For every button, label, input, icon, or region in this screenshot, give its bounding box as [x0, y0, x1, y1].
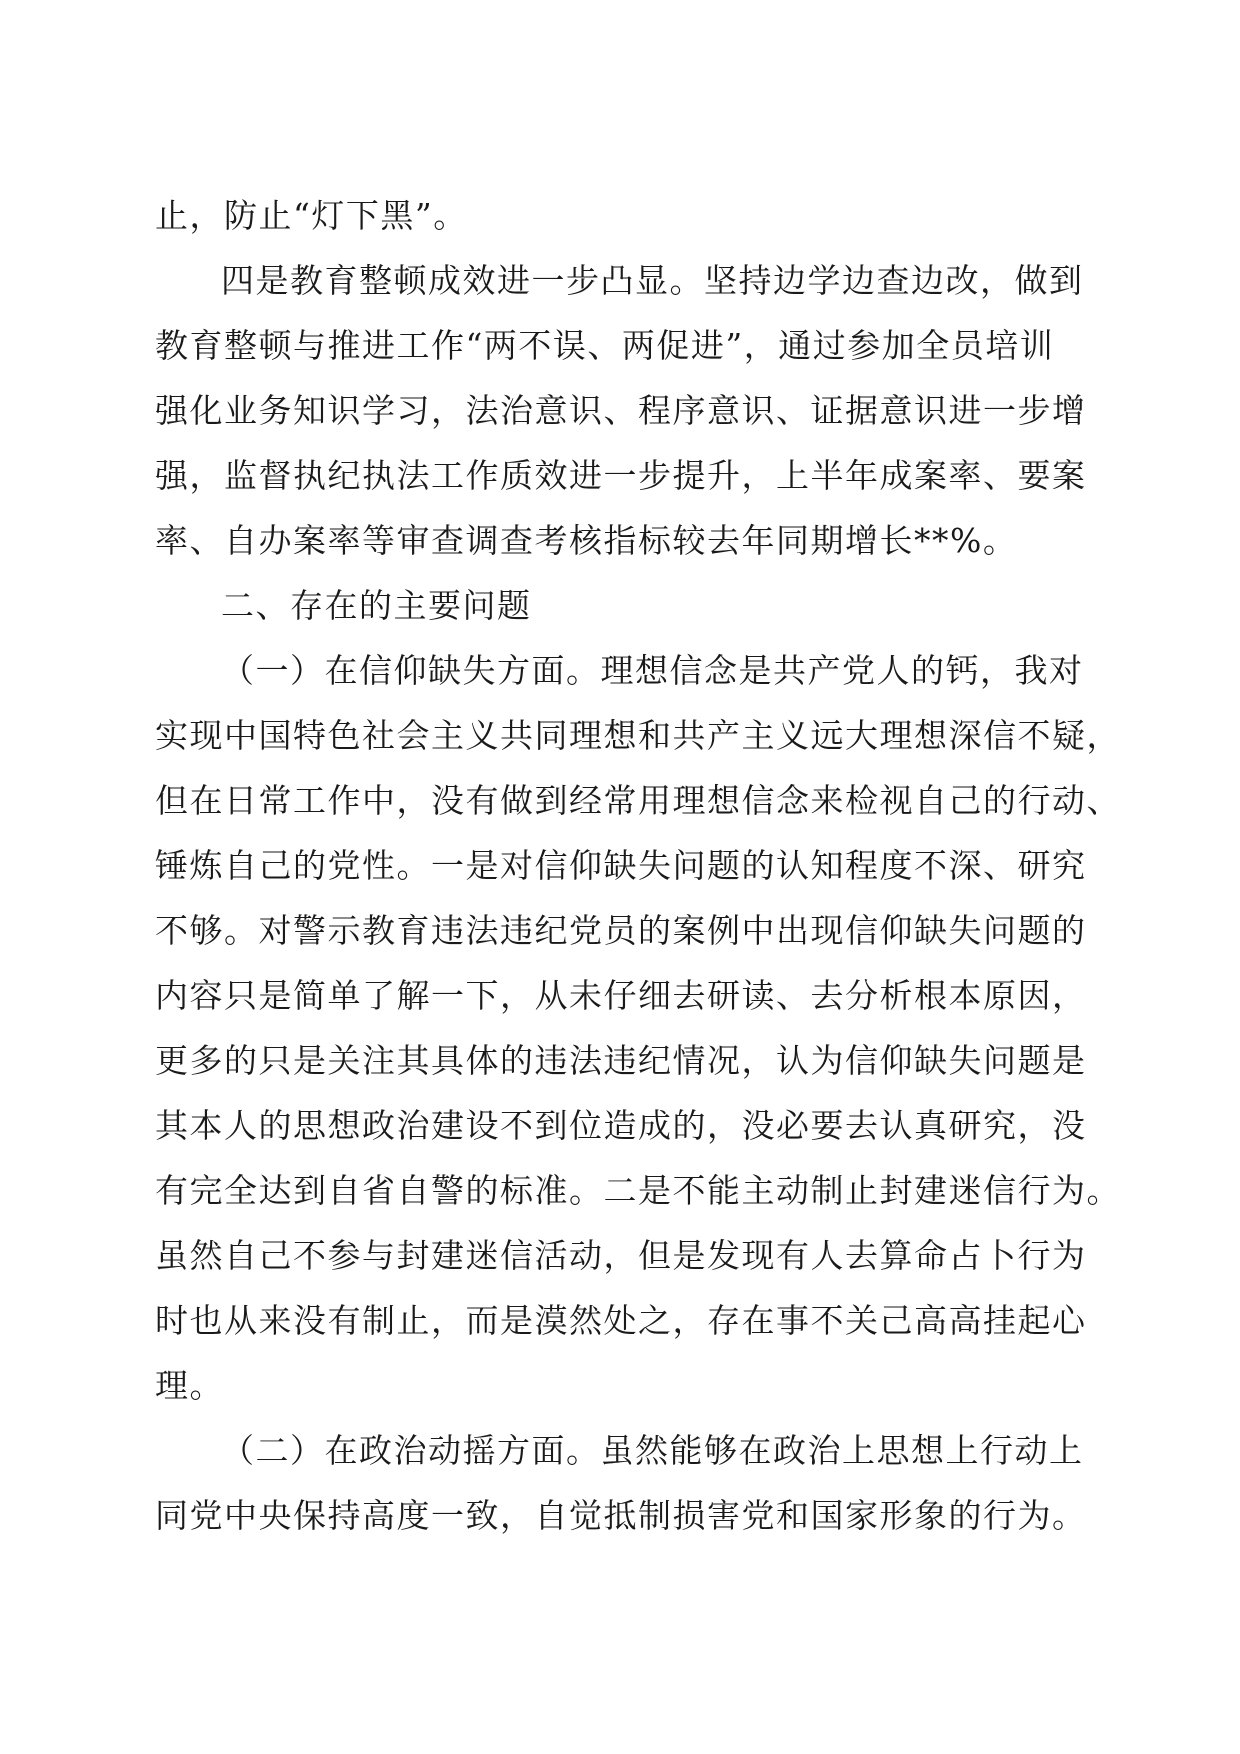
text-line: 止，防止“灯下黑”。 — [155, 196, 468, 235]
paragraph-start-line: 四是教育整顿成效进一步凸显。坚持边学边查边改，做到 — [221, 261, 1084, 300]
section-heading: 二、存在的主要问题 — [221, 586, 532, 625]
text-line: 教育整顿与推进工作“两不误、两促进”，通过参加全员培训 — [155, 326, 1055, 365]
document-body — [155, 183, 1121, 1548]
text-line: 有完全达到自省自警的标准。二是不能主动制止封建迷信行为。 — [155, 1171, 1121, 1210]
text-line: 更多的只是关注其具体的违法违纪情况，认为信仰缺失问题是 — [155, 1041, 1087, 1080]
text-line: 理。 — [155, 1366, 224, 1405]
subsection-start-line: （一）在信仰缺失方面。理想信念是共产党人的钙，我对 — [221, 651, 1084, 690]
text-line: 时也从来没有制止，而是漠然处之，存在事不关己高高挂起心 — [155, 1301, 1087, 1340]
subsection-start-line: （二）在政治动摇方面。虽然能够在政治上思想上行动上 — [221, 1431, 1084, 1470]
text-line: 强化业务知识学习，法治意识、程序意识、证据意识进一步增 — [155, 391, 1087, 430]
text-line: 锤炼自己的党性。一是对信仰缺失问题的认知程度不深、研究 — [155, 846, 1087, 885]
text-line: 其本人的思想政治建设不到位造成的，没必要去认真研究，没 — [155, 1106, 1087, 1145]
text-line: 率、自办案率等审查调查考核指标较去年同期增长**%。 — [155, 521, 1018, 560]
text-line: 不够。对警示教育违法违纪党员的案例中出现信仰缺失问题的 — [155, 911, 1087, 950]
text-line: 虽然自己不参与封建迷信活动，但是发现有人去算命占卜行为 — [155, 1236, 1087, 1275]
text-line: 实现中国特色社会主义共同理想和共产主义远大理想深信不疑， — [155, 716, 1121, 755]
text-line: 同党中央保持高度一致，自觉抵制损害党和国家形象的行为。 — [155, 1496, 1087, 1535]
text-line: 内容只是简单了解一下，从未仔细去研读、去分析根本原因， — [155, 976, 1087, 1015]
text-line: 但在日常工作中，没有做到经常用理想信念来检视自己的行动、 — [155, 781, 1121, 820]
text-line: 强，监督执纪执法工作质效进一步提升，上半年成案率、要案 — [155, 456, 1087, 495]
